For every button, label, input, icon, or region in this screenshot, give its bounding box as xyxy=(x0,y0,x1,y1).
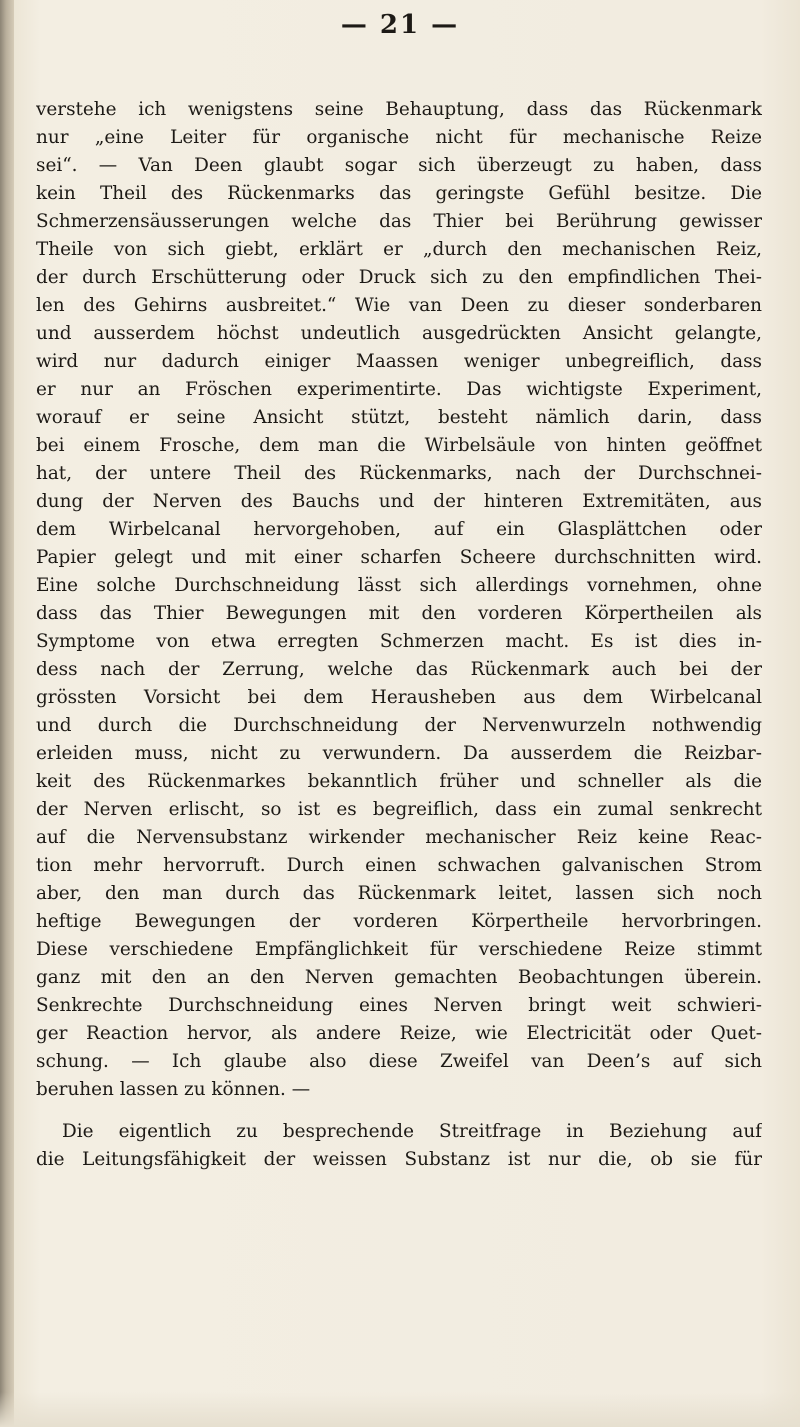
text-line: die Leitungsfähigkeit der weissen Substanz ist nur die, ob sie für xyxy=(36,1149,762,1170)
text-line: wird nur dadurch einiger Maassen weniger unbegreiflich, dass xyxy=(36,351,762,372)
text-line: kein Theil des Rückenmarks das geringste Gefühl besitze. Die xyxy=(36,183,762,204)
text-line: beruhen lassen zu können. — xyxy=(36,1079,311,1100)
text-line: Eine solche Durchschneidung lässt sich allerdings vornehmen, ohne xyxy=(36,575,762,596)
text-line: keit des Rückenmarkes bekanntlich früher und schneller als die xyxy=(36,771,762,792)
text-line: hat, der untere Theil des Rückenmarks, nach der Durchschnei- xyxy=(36,463,762,484)
text-line: grössten Vorsicht bei dem Herausheben aus dem Wirbelcanal xyxy=(36,687,762,708)
paragraph-break xyxy=(36,1104,762,1118)
text-line: der durch Erschütterung oder Druck sich zu den empfindlichen Thei- xyxy=(36,267,762,288)
text-line: len des Gehirns ausbreitet.“ Wie van Deen zu dieser sonderbaren xyxy=(36,295,762,316)
text-line: Senkrechte Durchschneidung eines Nerven bringt weit schwieri- xyxy=(36,995,762,1016)
text-line: erleiden muss, nicht zu verwundern. Da ausserdem die Reizbar- xyxy=(36,743,762,764)
page-bottom-edge xyxy=(0,1392,800,1427)
text-line: ganz mit den an den Nerven gemachten Beobachtungen überein. xyxy=(36,967,762,988)
page-header: — 21 — xyxy=(340,10,460,40)
text-line: er nur an Fröschen experimentirte. Das wichtigste Experiment, xyxy=(36,379,762,400)
text-line: worauf er seine Ansicht stützt, besteht nämlich darin, dass xyxy=(36,407,762,428)
paragraph-2 xyxy=(36,1118,762,1174)
body-text xyxy=(36,96,762,1174)
text-line: ger Reaction hervor, als andere Reize, wie Electricität oder Quet- xyxy=(36,1023,762,1044)
text-line: Theile von sich giebt, erklärt er „durch den mechanischen Reiz, xyxy=(36,239,762,260)
text-line: sei“. — Van Deen glaubt sogar sich überzeugt zu haben, dass xyxy=(36,155,762,176)
text-line: nur „eine Leiter für organische nicht für mechanische Reize xyxy=(36,127,762,148)
text-line: dess nach der Zerrung, welche das Rückenmark auch bei der xyxy=(36,659,762,680)
text-line: Diese verschiedene Empfänglichkeit für verschiedene Reize stimmt xyxy=(36,939,762,960)
text-line: und durch die Durchschneidung der Nervenwurzeln nothwendig xyxy=(36,715,762,736)
text-line: bei einem Frosche, dem man die Wirbelsäule von hinten geöffnet xyxy=(36,435,762,456)
text-line: schung. — Ich glaube also diese Zweifel van Deen’s auf sich xyxy=(36,1051,762,1072)
text-line: dass das Thier Bewegungen mit den vorderen Körpertheilen als xyxy=(36,603,762,624)
text-line: aber, den man durch das Rückenmark leitet, lassen sich noch xyxy=(36,883,762,904)
text-line: und ausserdem höchst undeutlich ausgedrückten Ansicht gelangte, xyxy=(36,323,762,344)
text-line: Schmerzensäusserungen welche das Thier bei Berührung gewisser xyxy=(36,211,762,232)
text-line: Papier gelegt und mit einer scharfen Scheere durchschnitten wird. xyxy=(36,547,762,568)
text-line: tion mehr hervorruft. Durch einen schwachen galvanischen Strom xyxy=(36,855,762,876)
text-line: dem Wirbelcanal hervorgehoben, auf ein Glasplättchen oder xyxy=(36,519,762,540)
text-line: dung der Nerven des Bauchs und der hinteren Extremitäten, aus xyxy=(36,491,762,512)
text-line: der Nerven erlischt, so ist es begreiflich, dass ein zumal senkrecht xyxy=(36,799,762,820)
text-line: heftige Bewegungen der vorderen Körpertheile hervorbringen. xyxy=(36,911,762,932)
text-line: verstehe ich wenigstens seine Behauptung, dass das Rückenmark xyxy=(36,99,762,120)
text-line: auf die Nervensubstanz wirkender mechanischer Reiz keine Reac- xyxy=(36,827,762,848)
paragraph-1 xyxy=(36,96,762,1104)
binding-gutter xyxy=(0,0,14,1427)
text-line: Symptome von etwa erregten Schmerzen macht. Es ist dies in- xyxy=(36,631,762,652)
text-line: Die eigentlich zu besprechende Streitfrage in Beziehung auf xyxy=(62,1121,762,1142)
